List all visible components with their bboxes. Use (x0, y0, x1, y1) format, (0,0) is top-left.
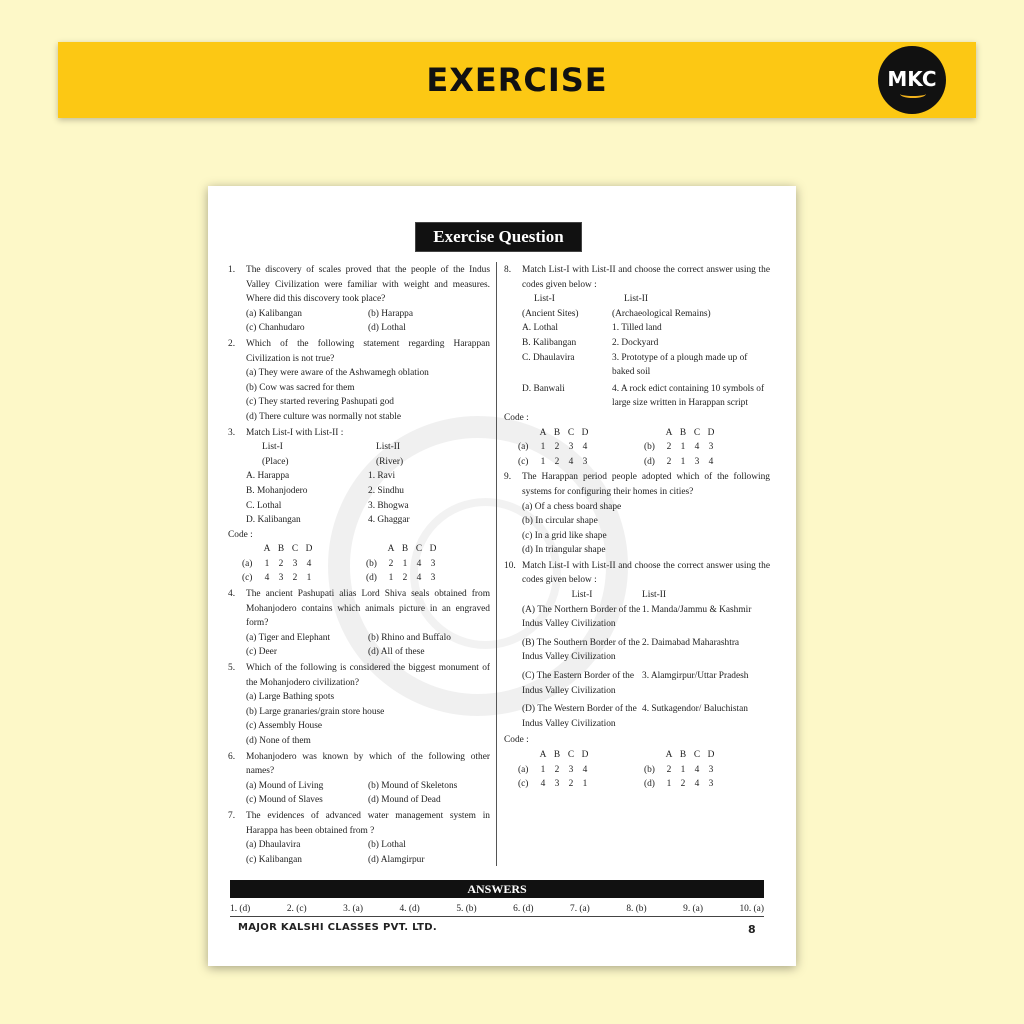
page-title: Exercise Question (415, 222, 582, 252)
right-column (504, 263, 770, 793)
question-6: 6. Mohanjodero was known by which of the following other names? (a) Mound of Living (b) Mound of Skeletons (c) Mound of Slaves (d) Mound of Dead (228, 751, 490, 806)
answer-item: 10. (a) (739, 904, 764, 914)
header-banner (58, 42, 976, 118)
logo-swoosh-icon (900, 90, 926, 98)
question-7: 7. The evidences of advanced water management system in Harappa has been obtained from ? (a) Dhaulavira (b) Lothal (c) Kalibangan (d) Alamgirpur (228, 810, 490, 865)
banner-title: EXERCISE (426, 61, 608, 99)
answer-item: 1. (d) (230, 904, 251, 914)
page-number: 8 (748, 923, 756, 936)
mkc-logo (878, 46, 946, 114)
question-10: 10. Match List-I with List-II and choose the correct answer using the codes given below : List-I List-II (A) The Northern Border of the Indus Valley Civilization 1. Manda/Jammu & Kashmir (B) The Southern Border of the Indus Valley Civilization 2. Daimabad Maharashtra (C) The Eastern Border of the Indus Valley Civilization 3. Alamgirpur/Uttar Pradesh (D) The Western Border of the Indus Valley Civilization 4. Sutkagendor/ Baluchistan Code : A B C D (a) 1 2 3 4 (c) 4 3 2 1 A B C D (b) 2 1 4 3 (d) 1 2 4 3 (504, 559, 770, 792)
answer-item: 4. (d) (399, 904, 420, 914)
answer-item: 9. (a) (683, 904, 703, 914)
left-column (228, 263, 490, 868)
question-9: 9. The Harappan period people adopted which of the following systems for configuring their homes in cities? (a) Of a chess board shape (b) In circular shape (c) In a grid like shape (d) In triangular shape (504, 472, 770, 556)
answer-item: 5. (b) (456, 904, 477, 914)
exercise-page (208, 186, 796, 966)
question-5: 5. Which of the following is considered the biggest monument of the Mohanjodero civilization? (a) Large Bathing spots (b) Large granaries/grain store house (c) Assembly House (d) None of them (228, 663, 490, 746)
question-2: 2. Which of the following statement regarding Harappan Civilization is not true? (a) They were aware of the Ashwamegh oblation (b) Cow was sacred for them (c) They started revering Pashupati god (d) There culture was normally not stable (228, 338, 490, 422)
answer-item: 6. (d) (513, 904, 534, 914)
answer-code-table: A B C D (a) 1 2 3 4 (c) 4 3 2 1 A B C D (b) 2 1 4 3 (d) 1 2 4 3 (518, 750, 715, 790)
column-divider (496, 262, 497, 866)
answers-row (230, 904, 764, 917)
answer-item: 2. (c) (286, 904, 307, 914)
answer-item: 3. (a) (343, 904, 363, 914)
answer-code-table: A B C D (a) 1 2 3 4 (c) 1 2 4 3 A B C D (b) 2 1 4 3 (d) 2 1 3 4 (518, 427, 715, 467)
answer-item: 8. (b) (626, 904, 647, 914)
question-1: 1. The discovery of scales proved that the people of the Indus Valley Civilization were familiar with weight and measures. Where did this discovery took place? (a) Kalibangan (b) Harappa (c) Chanhudaro (d) Lothal (228, 265, 490, 334)
footer-company: MAJOR KALSHI CLASSES PVT. LTD. (238, 922, 437, 933)
logo-text: MKC (887, 67, 937, 91)
answer-item: 7. (a) (570, 904, 590, 914)
answers-heading: ANSWERS (230, 880, 764, 898)
question-8: 8. Match List-I with List-II and choose the correct answer using the codes given below : List-I List-II (Ancient Sites) (Archaeological Remains) A. Lothal 1. Tilled land B. Kalibangan 2. Dockyard C. Dhaulavira 3. Prototype of a plough made up of baked soil D. Banwali 4. A rock edict containing 10 symbols of large size written in Harappan script Code : A B C D (a) 1 2 3 4 (c) 1 2 4 3 A B C D (b) 2 1 4 3 (d) 2 1 3 4 (504, 263, 770, 469)
answer-code-table: A B C D (a) 1 2 3 4 (c) 4 3 2 1 A B C D (b) 2 1 4 3 (d) 1 2 4 3 (242, 544, 437, 584)
question-4: 4. The ancient Pashupati alias Lord Shiva seals obtained from Mohanjodero contains which animals picture in an engraved form? (a) Tiger and Elephant (b) Rhino and Buffalo (c) Deer (d) All of these (228, 589, 490, 658)
question-3: 3. Match List-I with List-II : List-I List-II (Place) (River) A. Harappa 1. Ravi B. Mohanjodero 2. Sindhu C. Lothal 3. Bhogwa D. Kalibangan 4. Ghaggar Code : A B C D (a) 1 2 3 4 (c) 4 3 2 1 A B C D (b) 2 1 4 3 (d) 1 2 4 3 (228, 426, 490, 587)
